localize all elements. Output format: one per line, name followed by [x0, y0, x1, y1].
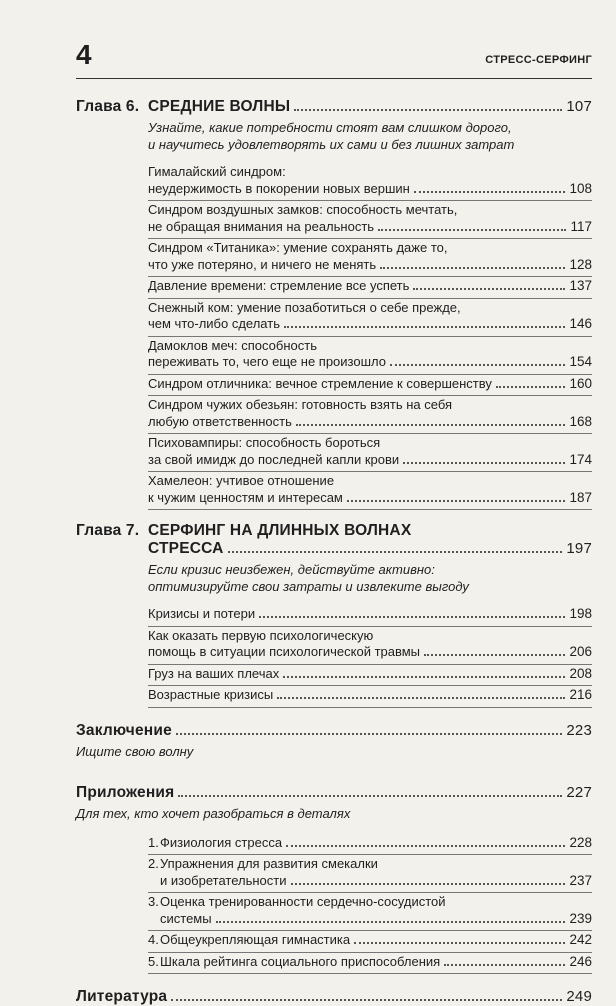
entry-page: 128 — [569, 256, 592, 272]
toc-entry[interactable] — [148, 472, 592, 510]
chapter-7-label: Глава 7. — [76, 522, 140, 539]
table-of-contents — [76, 98, 592, 1006]
entry-title-line-1: Синдром «Титаника»: умение сохранять даже то, — [148, 240, 448, 255]
chapter-7-heading-line-1[interactable] — [76, 522, 592, 540]
entry-title-line-2: Давление времени: стремление все успеть — [148, 278, 410, 293]
entry-page: 137 — [569, 278, 592, 293]
toc-entry[interactable] — [148, 434, 592, 472]
literature-title: Литература — [76, 988, 168, 1005]
toc-entry[interactable] — [148, 686, 592, 708]
entry-page: 160 — [569, 375, 592, 391]
appendices-heading[interactable] — [76, 784, 592, 802]
entry-title-line-1 — [148, 894, 592, 911]
entry-page: 168 — [569, 413, 592, 429]
entry-title-line-1 — [148, 856, 592, 873]
entry-row — [148, 835, 592, 852]
chapter-6-subtitle — [148, 119, 592, 153]
toc-entry[interactable] — [148, 931, 592, 953]
entry-title-line-1: Синдром чужих обезьян: готовность взять на себя — [148, 397, 453, 412]
entry-row — [148, 414, 592, 431]
appendices-entries — [148, 834, 592, 975]
entry-title-line-2: Физиология стресса — [160, 834, 283, 850]
entry-row — [148, 932, 592, 949]
entry-title-line-2: Возрастные кризисы — [148, 687, 274, 702]
toc-entry[interactable] — [148, 627, 592, 665]
appendices-section — [76, 784, 592, 975]
entry-row — [148, 354, 592, 371]
entry-title-line-2: и изобретательности — [160, 872, 287, 888]
entry-page: 206 — [569, 644, 592, 659]
entry-title-line-2: неудержимость в покорении новых вершин — [148, 180, 410, 196]
entry-row — [148, 873, 592, 890]
entry-title-line-2: помощь в ситуации психологической травмы — [148, 644, 421, 659]
leader-dots — [286, 845, 565, 847]
entry-title-line-2: системы — [160, 910, 212, 926]
toc-entry[interactable] — [148, 855, 592, 893]
entry-page: 174 — [569, 451, 592, 467]
entry-page: 208 — [569, 665, 592, 681]
entry-page: 216 — [569, 687, 592, 702]
toc-entry[interactable] — [148, 163, 592, 201]
chapter-7-page: 197 — [566, 540, 592, 557]
entry-title-line-2: Синдром отличника: вечное стремление к совершенству — [148, 375, 492, 391]
literature-heading[interactable] — [76, 988, 592, 1006]
entry-page: 228 — [569, 834, 592, 850]
leader-dots — [294, 109, 562, 111]
toc-entry[interactable] — [148, 375, 592, 397]
entry-row — [148, 181, 592, 198]
toc-entry[interactable] — [148, 277, 592, 299]
entry-page: 246 — [569, 953, 592, 969]
conclusion-subtitle: Ищите свою волну — [76, 743, 194, 759]
entry-title-line-1: Синдром воздушных замков: способность мечтать, — [148, 202, 458, 217]
entry-row — [148, 452, 592, 469]
entry-row — [148, 257, 592, 274]
entry-text: Оценка тренированности сердечно-сосудистой — [160, 894, 446, 909]
entry-title-line-2: переживать то, чего еще не произошло — [148, 354, 386, 369]
chapter-7 — [76, 522, 592, 708]
toc-entry[interactable] — [148, 201, 592, 239]
entry-title-line-1: Хамелеон: учтивое отношение — [148, 473, 335, 488]
entry-page: 146 — [569, 316, 592, 331]
entry-number: 1. — [148, 834, 159, 850]
chapter-7-heading-line-2[interactable] — [148, 540, 592, 558]
chapter-6-label: Глава 6. — [76, 98, 140, 115]
entry-title-line-2: чем что-либо сделать — [148, 316, 280, 331]
header-rule — [76, 78, 592, 79]
literature-page: 249 — [566, 988, 592, 1005]
conclusion-title: Заключение — [76, 721, 172, 739]
toc-entry[interactable] — [148, 953, 592, 975]
leader-dots — [403, 462, 565, 464]
subtitle-line: оптимизируйте свои затраты и извлеките выгоду — [148, 579, 469, 594]
conclusion-heading[interactable] — [76, 722, 592, 740]
page-number: 4 — [76, 39, 92, 70]
appendices-title: Приложения — [76, 783, 175, 801]
leader-dots — [354, 942, 565, 944]
entry-text: Упражнения для развития смекалки — [160, 856, 378, 871]
chapter-6-entries — [148, 163, 592, 510]
entry-title-line-2: за свой имидж до последней капли крови — [148, 451, 400, 467]
leader-dots — [259, 616, 565, 618]
entry-title-line-2: Кризисы и потери — [148, 606, 256, 621]
entry-page: 242 — [569, 932, 592, 947]
entry-row — [148, 911, 592, 928]
chapter-7-entries — [148, 605, 592, 708]
entry-page: 237 — [569, 872, 592, 888]
entry-title-line-1: Снежный ком: умение позаботиться о себе прежде, — [148, 299, 461, 315]
entry-row — [148, 376, 592, 393]
entry-title-line-2: Шкала рейтинга социального приспособления — [160, 953, 441, 969]
leader-dots — [296, 424, 566, 426]
leader-dots — [178, 795, 562, 797]
appendices-subtitle: Для тех, кто хочет разобраться в деталях — [76, 805, 351, 821]
chapter-6-heading[interactable] — [76, 98, 592, 116]
chapter-7-subtitle — [148, 561, 592, 595]
toc-entry[interactable] — [148, 239, 592, 277]
entry-title-line-2: к чужим ценностям и интересам — [148, 489, 343, 505]
entry-row — [148, 644, 592, 661]
entry-page: 117 — [570, 218, 592, 234]
leader-dots — [176, 733, 562, 735]
toc-entry[interactable] — [148, 605, 592, 627]
conclusion-page: 223 — [566, 721, 592, 739]
toc-entry[interactable] — [148, 299, 592, 337]
leader-dots — [496, 386, 566, 388]
chapter-6 — [76, 98, 592, 510]
entry-row — [148, 219, 592, 236]
leader-dots — [380, 267, 565, 269]
leader-dots — [413, 288, 565, 290]
entry-title-line-2: любую ответственность — [148, 413, 292, 429]
entry-page: 187 — [569, 489, 592, 505]
literature-section — [76, 988, 592, 1006]
appendices-page: 227 — [566, 783, 592, 801]
chapter-6-title: СРЕДНИЕ ВОЛНЫ — [148, 98, 291, 115]
chapter-7-title-1: СЕРФИНГ НА ДЛИННЫХ ВОЛНАХ — [148, 522, 412, 539]
leader-dots — [284, 326, 566, 328]
leader-dots — [277, 697, 565, 699]
entry-title-line-1: Дамоклов меч: способность — [148, 337, 317, 353]
leader-dots — [414, 191, 566, 193]
entry-row — [148, 606, 592, 623]
entry-number: 3. — [148, 894, 159, 909]
subtitle-line: и научитесь удовлетворять их сами и без лишних затрат — [148, 137, 515, 152]
entry-page: 108 — [569, 180, 592, 196]
entry-number: 4. — [148, 932, 159, 947]
toc-entry[interactable] — [148, 665, 592, 687]
entry-page: 239 — [569, 910, 592, 926]
toc-entry[interactable] — [148, 834, 592, 856]
entry-row — [148, 666, 592, 683]
entry-row — [148, 954, 592, 971]
subtitle-line: Узнайте, какие потребности стоят вам слишком дорого, — [148, 120, 512, 135]
entry-title-line-2: не обращая внимания на реальность — [148, 218, 375, 234]
leader-dots — [283, 676, 565, 678]
entry-row — [148, 687, 592, 704]
leader-dots — [390, 364, 565, 366]
leader-dots — [347, 500, 566, 502]
entry-title-line-2: что уже потеряно, и ничего не менять — [148, 256, 377, 272]
entry-title-line-1: Психовампиры: способность бороться — [148, 435, 381, 450]
toc-entry[interactable] — [148, 396, 592, 434]
leader-dots — [378, 229, 566, 231]
page-header — [76, 40, 592, 80]
entry-number: 5. — [148, 953, 159, 969]
entry-title-line-2: Общеукрепляющая гимнастика — [160, 932, 351, 947]
leader-dots — [444, 964, 565, 966]
leader-dots — [228, 551, 563, 553]
entry-title-line-1: Как оказать первую психологическую — [148, 627, 374, 643]
entry-title-line-2: Груз на ваших плечах — [148, 665, 280, 681]
entry-row — [148, 278, 592, 295]
toc-entry[interactable] — [148, 337, 592, 375]
chapter-7-title-2: СТРЕССА — [148, 540, 224, 557]
chapter-6-page: 107 — [566, 98, 592, 115]
running-title: СТРЕСС-СЕРФИНГ — [485, 54, 592, 66]
entry-page: 154 — [569, 354, 592, 369]
entry-row — [148, 490, 592, 507]
subtitle-line: Если кризис неизбежен, действуйте активно: — [148, 562, 435, 577]
entry-title-line-1: Гималайский синдром: — [148, 164, 286, 179]
leader-dots — [171, 999, 562, 1001]
entry-page: 198 — [569, 606, 592, 621]
leader-dots — [424, 654, 565, 656]
toc-entry[interactable] — [148, 893, 592, 931]
entry-number: 2. — [148, 856, 159, 871]
leader-dots — [216, 921, 566, 923]
leader-dots — [291, 883, 566, 885]
conclusion-section — [76, 722, 592, 760]
entry-row — [148, 316, 592, 333]
